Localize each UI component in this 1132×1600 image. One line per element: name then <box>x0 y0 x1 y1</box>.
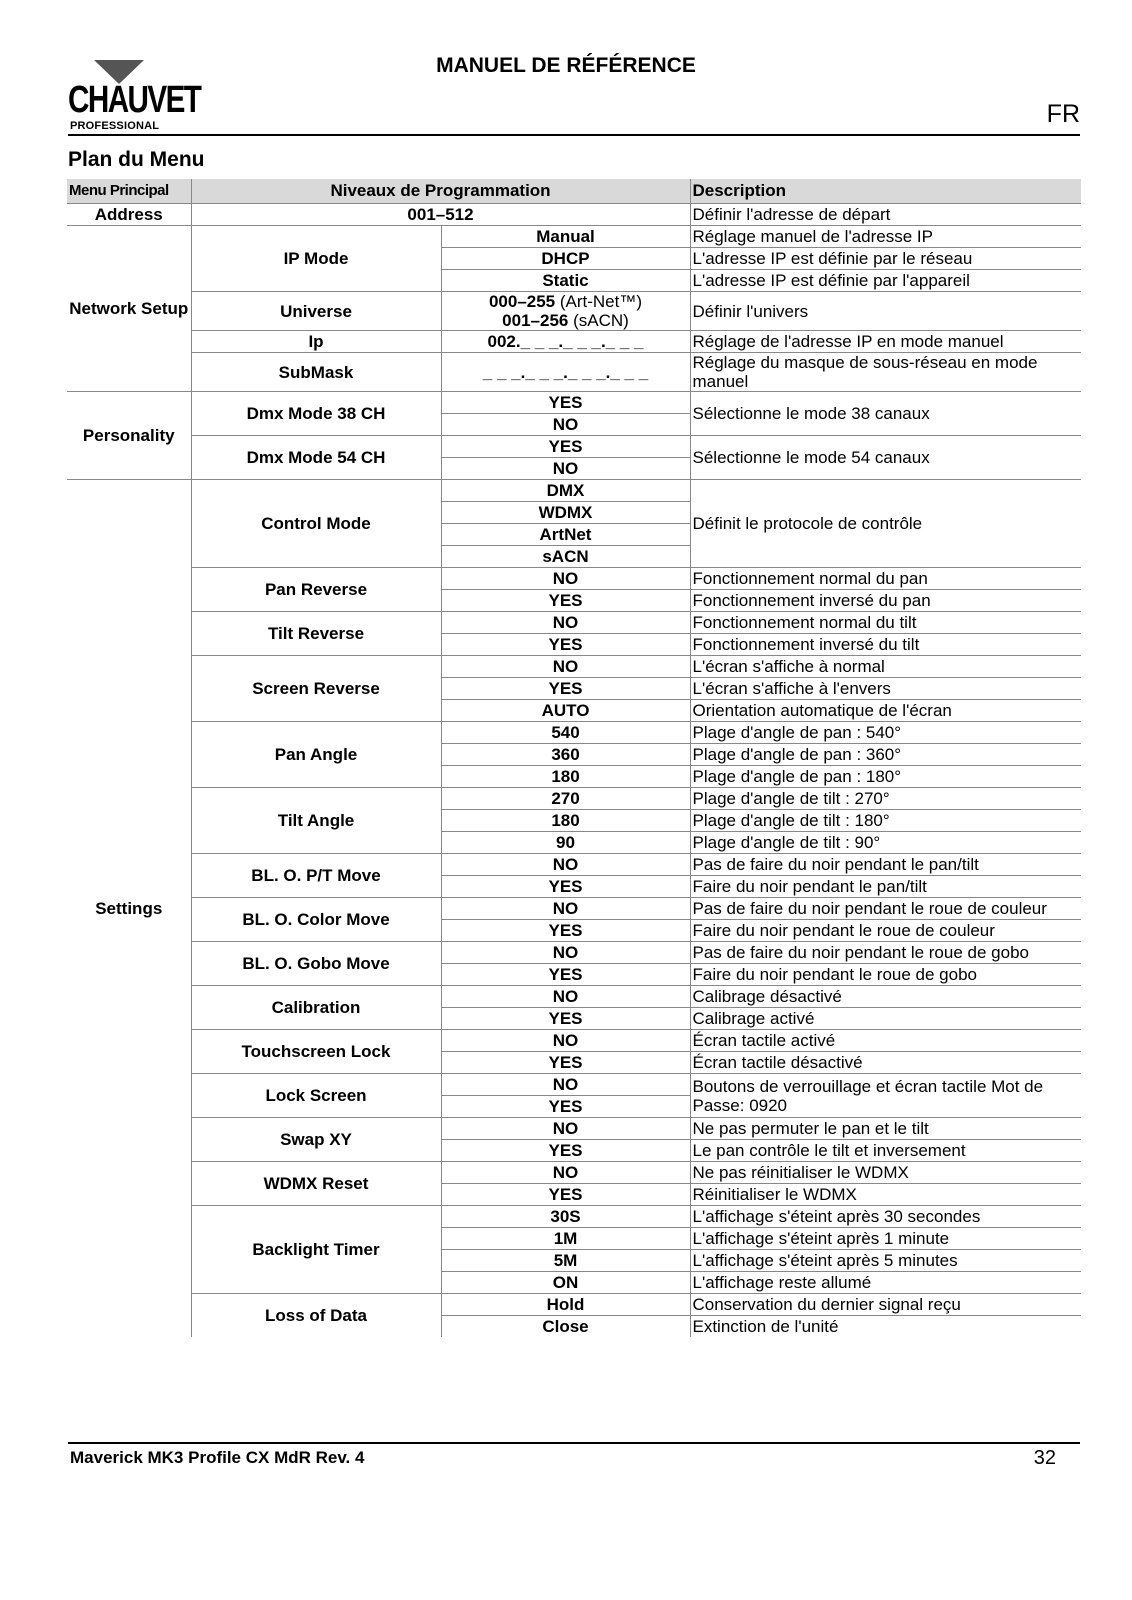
level-cell: BL. O. P/T Move <box>191 854 441 898</box>
level-cell: Lock Screen <box>191 1074 441 1118</box>
table-row <box>67 898 1081 920</box>
description-cell: Réglage manuel de l'adresse IP <box>690 226 1081 248</box>
universe-sacn-range: 001–256 <box>502 311 569 330</box>
table-row <box>67 942 1081 964</box>
level-cell: WDMX Reset <box>191 1162 441 1206</box>
value-cell: NO <box>441 1030 690 1052</box>
description-cell: Boutons de verrouillage et écran tactile Mot de Passe: 0920 <box>690 1074 1081 1118</box>
description-cell: Pas de faire du noir pendant le roue de couleur <box>690 898 1081 920</box>
value-cell: YES <box>441 1096 690 1118</box>
value-cell: DHCP <box>441 248 690 270</box>
description-cell: Faire du noir pendant le roue de couleur <box>690 920 1081 942</box>
value-cell: sACN <box>441 546 690 568</box>
table-row <box>67 1162 1081 1184</box>
description-cell: Faire du noir pendant le pan/tilt <box>690 876 1081 898</box>
description-cell: Le pan contrôle le tilt et inversement <box>690 1140 1081 1162</box>
value-cell: 180 <box>441 810 690 832</box>
description-cell: Pas de faire du noir pendant le pan/tilt <box>690 854 1081 876</box>
description-cell: Définir l'adresse de départ <box>690 204 1081 226</box>
value-cell: YES <box>441 920 690 942</box>
description-cell: Faire du noir pendant le roue de gobo <box>690 964 1081 986</box>
description-cell: Fonctionnement inversé du tilt <box>690 634 1081 656</box>
value-cell: YES <box>441 1008 690 1030</box>
value-cell: NO <box>441 1118 690 1140</box>
description-cell: Conservation du dernier signal reçu <box>690 1294 1081 1316</box>
logo-brand: CHAUVET <box>68 79 201 121</box>
description-cell: Fonctionnement inversé du pan <box>690 590 1081 612</box>
page-number: 32 <box>1033 1447 1056 1469</box>
table-row <box>67 1030 1081 1052</box>
main-menu-cell: Network Setup <box>67 226 191 392</box>
table-row <box>67 656 1081 678</box>
document-title: MANUEL DE RÉFÉRENCE <box>436 54 696 77</box>
level-cell: Loss of Data <box>191 1294 441 1338</box>
table-row <box>67 292 1081 331</box>
level-cell: BL. O. Gobo Move <box>191 942 441 986</box>
table-row <box>67 986 1081 1008</box>
value-cell: YES <box>441 436 690 458</box>
value-cell: Hold <box>441 1294 690 1316</box>
level-cell: Pan Reverse <box>191 568 441 612</box>
table-row <box>67 226 1081 248</box>
level-cell: Dmx Mode 54 CH <box>191 436 441 480</box>
level-cell: BL. O. Color Move <box>191 898 441 942</box>
table-row <box>67 353 1081 392</box>
table-row <box>67 1118 1081 1140</box>
value-cell: YES <box>441 634 690 656</box>
value-cell: ON <box>441 1272 690 1294</box>
value-cell: YES <box>441 876 690 898</box>
value-cell: Manual <box>441 226 690 248</box>
value-cell: NO <box>441 942 690 964</box>
description-cell: Réglage du masque de sous-réseau en mode manuel <box>690 353 1081 392</box>
value-cell: YES <box>441 1052 690 1074</box>
value-cell: NO <box>441 1074 690 1096</box>
value-cell: NO <box>441 568 690 590</box>
table-row <box>67 1074 1081 1096</box>
description-cell: Calibrage désactivé <box>690 986 1081 1008</box>
value-cell: Static <box>441 270 690 292</box>
main-menu-cell: Personality <box>67 392 191 480</box>
value-cell: YES <box>441 1140 690 1162</box>
universe-artnet-range: 000–255 <box>488 292 556 311</box>
description-cell: Plage d'angle de tilt : 180° <box>690 810 1081 832</box>
level-cell: IP Mode <box>191 226 441 292</box>
description-cell: L'écran s'affiche à l'envers <box>690 678 1081 700</box>
description-cell: Ne pas réinitialiser le WDMX <box>690 1162 1081 1184</box>
description-cell: L'affichage s'éteint après 5 minutes <box>690 1250 1081 1272</box>
description-cell: Calibrage activé <box>690 1008 1081 1030</box>
value-cell: NO <box>441 656 690 678</box>
level-cell: Dmx Mode 38 CH <box>191 392 441 436</box>
value-cell: 90 <box>441 832 690 854</box>
value-cell: 30S <box>441 1206 690 1228</box>
description-cell: Fonctionnement normal du tilt <box>690 612 1081 634</box>
table-row <box>67 331 1081 353</box>
level-cell: Control Mode <box>191 480 441 568</box>
menu-map-table <box>67 179 1081 1337</box>
section-title: Plan du Menu <box>68 148 205 171</box>
value-cell: 1M <box>441 1228 690 1250</box>
universe-sacn-label: (sACN) <box>568 311 629 330</box>
footer-document-name: Maverick MK3 Profile CX MdR Rev. 4 <box>70 1448 365 1467</box>
value-cell: ArtNet <box>441 524 690 546</box>
value-cell: NO <box>441 458 690 480</box>
value-cell: NO <box>441 414 690 436</box>
level-cell: Ip <box>191 331 441 353</box>
table-row <box>67 1206 1081 1228</box>
level-cell: SubMask <box>191 353 441 392</box>
description-cell: L'écran s'affiche à normal <box>690 656 1081 678</box>
value-cell: YES <box>441 1184 690 1206</box>
language-code: FR <box>1046 100 1080 128</box>
description-cell: Définit le protocole de contrôle <box>690 480 1081 568</box>
description-cell: Plage d'angle de pan : 360° <box>690 744 1081 766</box>
description-cell: Plage d'angle de tilt : 90° <box>690 832 1081 854</box>
value-cell: AUTO <box>441 700 690 722</box>
description-cell: L'affichage reste allumé <box>690 1272 1081 1294</box>
table-row <box>67 854 1081 876</box>
description-cell: Plage d'angle de tilt : 270° <box>690 788 1081 810</box>
value-cell: YES <box>441 964 690 986</box>
main-menu-cell: Settings <box>67 480 191 1338</box>
description-cell: L'affichage s'éteint après 30 secondes <box>690 1206 1081 1228</box>
level-cell: Touchscreen Lock <box>191 1030 441 1074</box>
description-cell: Pas de faire du noir pendant le roue de gobo <box>690 942 1081 964</box>
table-row <box>67 436 1081 458</box>
table-row <box>67 568 1081 590</box>
footer-rule <box>68 1442 1080 1444</box>
table-row <box>67 392 1081 414</box>
description-cell: L'adresse IP est définie par le réseau <box>690 248 1081 270</box>
description-cell: Plage d'angle de pan : 540° <box>690 722 1081 744</box>
value-cell: NO <box>441 1162 690 1184</box>
description-cell: Écran tactile désactivé <box>690 1052 1081 1074</box>
description-cell: L'adresse IP est définie par l'appareil <box>690 270 1081 292</box>
header-rule <box>68 134 1080 136</box>
table-row <box>67 722 1081 744</box>
level-cell: Backlight Timer <box>191 1206 441 1294</box>
value-cell: YES <box>441 590 690 612</box>
description-cell: L'affichage s'éteint après 1 minute <box>690 1228 1081 1250</box>
table-row <box>67 788 1081 810</box>
table-row <box>67 612 1081 634</box>
value-cell: 180 <box>441 766 690 788</box>
logo-subtitle: PROFESSIONAL <box>70 120 160 132</box>
value-cell: Close <box>441 1316 690 1338</box>
value-cell: 540 <box>441 722 690 744</box>
level-cell: Screen Reverse <box>191 656 441 722</box>
level-cell: Tilt Angle <box>191 788 441 854</box>
universe-artnet-label: (Art-Net™) <box>555 292 643 311</box>
main-menu-cell: Address <box>67 204 191 226</box>
level-cell: Tilt Reverse <box>191 612 441 656</box>
table-row <box>67 480 1081 502</box>
table-header-row <box>67 179 1081 204</box>
value-cell: NO <box>441 854 690 876</box>
description-cell: Plage d'angle de pan : 180° <box>690 766 1081 788</box>
value-cell: _ _ _._ _ _._ _ _._ _ _ <box>441 353 690 392</box>
level-cell: Universe <box>191 292 441 331</box>
description-cell: Écran tactile activé <box>690 1030 1081 1052</box>
description-cell: Définir l'univers <box>690 292 1081 331</box>
table-row <box>67 204 1081 226</box>
value-cell: DMX <box>441 480 690 502</box>
description-cell: Ne pas permuter le pan et le tilt <box>690 1118 1081 1140</box>
value-cell <box>441 292 690 331</box>
description-cell: Sélectionne le mode 54 canaux <box>690 436 1081 480</box>
value-cell: YES <box>441 678 690 700</box>
description-cell: Fonctionnement normal du pan <box>690 568 1081 590</box>
level-cell: Calibration <box>191 986 441 1030</box>
description-cell: Orientation automatique de l'écran <box>690 700 1081 722</box>
description-cell: Réinitialiser le WDMX <box>690 1184 1081 1206</box>
value-cell: 360 <box>441 744 690 766</box>
level-cell: Swap XY <box>191 1118 441 1162</box>
value-cell: NO <box>441 986 690 1008</box>
value-cell: WDMX <box>441 502 690 524</box>
description-cell: Extinction de l'unité <box>692 1316 839 1336</box>
description-cell: Réglage de l'adresse IP en mode manuel <box>690 331 1081 353</box>
value-cell: 002._ _ _._ _ _._ _ _ <box>441 331 690 353</box>
header-description: Description <box>690 179 1081 204</box>
table-row <box>67 1294 1081 1316</box>
value-cell: 5M <box>441 1250 690 1272</box>
value-cell: 001–512 <box>191 204 690 226</box>
header-programming-levels: Niveaux de Programmation <box>191 179 690 204</box>
value-cell: NO <box>441 898 690 920</box>
value-cell: 270 <box>441 788 690 810</box>
value-cell: YES <box>441 392 690 414</box>
value-cell: NO <box>441 612 690 634</box>
description-cell: Sélectionne le mode 38 canaux <box>690 392 1081 436</box>
level-cell: Pan Angle <box>191 722 441 788</box>
header-main-menu: Menu Principal <box>67 179 191 204</box>
